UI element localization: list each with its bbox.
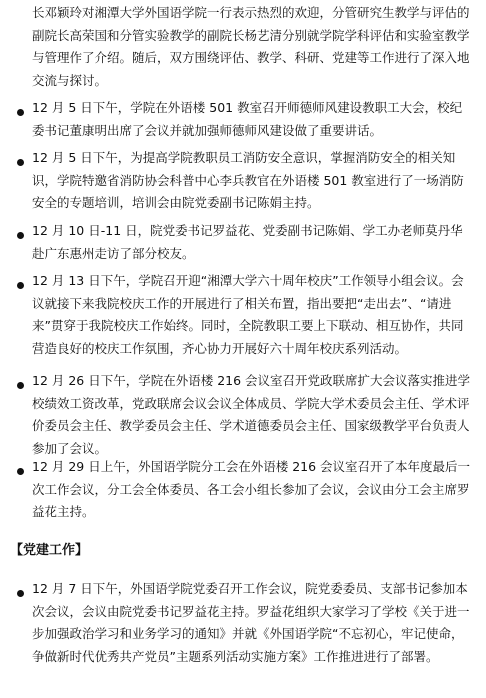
bullet-icon (17, 382, 24, 389)
news-item: 12 月 5 日下午，为提高学院教职员工消防安全意识，掌握消防安全的相关知识，学院特邀省消防协会科普中心李兵教官在外语楼 501 教室进行了一场消防安全的专题培训，培训会由院党委副书记陈娟主持。 (32, 150, 464, 210)
bullet-icon (17, 590, 24, 597)
bullet-icon (17, 282, 24, 289)
bullet-icon (17, 468, 24, 475)
news-item: 12 月 26 日下午，学院在外语楼 216 会议室召开党政联席扩大会议落实推进学校绩效工资改革，党政联席会议会议全体成员、学院大学术委员会主任、学术评价委员会主任、教学委员会主任、学术道德委员会主任、国家级教学平台负责人参加了会议。 (32, 373, 471, 456)
continuation-paragraph: 长邓颖玲对湘潭大学外国语学院一行表示热烈的欢迎，分管研究生教学与评估的副院长高荣国和分管实验教学的副院长杨艺清分别就学院学科评估和实验室教学与管理作了介绍。随后，双方围绕评估、教学、科研、党建等工作进行了深入地交流与探讨。 (32, 5, 470, 88)
news-item: 12 月 5 日下午，学院在外语楼 501 教室召开师德师风建设教职工大会，校纪委书记董康明出席了会议并就加强师德师风建设做了重要讲话。 (32, 100, 463, 138)
party-item: 12 月 7 日下午，外国语学院党委召开工作会议，院党委委员、支部书记参加本次会议，会议由院党委书记罗益花主持。罗益花组织大家学习了学校《关于进一步加强政治学习和业务学习的通知》并就《外国语学院“不忘初心，牢记使命，争做新时代优秀共产党员”主题系列活动实施方案》工作推进进行了部署。 (32, 581, 470, 664)
bullet-icon (17, 232, 24, 239)
bullet-icon (17, 109, 24, 116)
bullet-icon (17, 159, 24, 166)
news-item: 12 月 29 日上午，外国语学院分工会在外语楼 216 会议室召开了本年度最后一次工作会议，分工会全体委员、各工会小组长参加了会议，会议由分工会主席罗益花主持。 (32, 459, 471, 519)
news-item: 12 月 13 日下午，学院召开迎“湘潭大学六十周年校庆”工作领导小组会议。会议就接下来我院校庆工作的开展进行了相关布置，指出要把“走出去”、“请进来”贯穿于我院校庆工作始终。同时，全院教职工要上下联动、相互协作，共同营造良好的校庆工作氛围，齐心协力开展好六十周年校庆系列活动。 (32, 273, 464, 356)
section-title-party: 【党建工作】 (10, 543, 89, 558)
news-item: 12 月 10 日-11 日，院党委书记罗益花、党委副书记陈娟、学工办老师莫丹华赴广东惠州走访了部分校友。 (32, 223, 463, 261)
